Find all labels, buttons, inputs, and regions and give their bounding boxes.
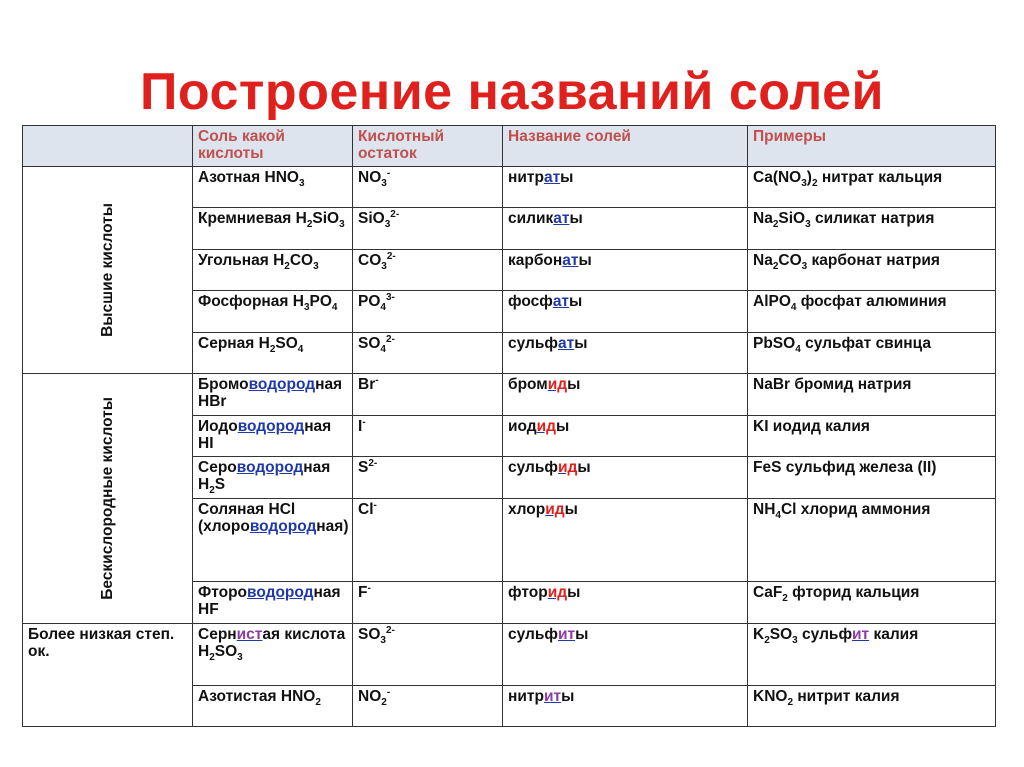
group-higher-acids: Высшие кислоты [23, 167, 193, 374]
salt-name-cell: нитраты [503, 167, 748, 208]
page-title: Построение названий солей [140, 63, 884, 121]
salt-name-cell: сульфаты [503, 333, 748, 374]
salts-table [22, 125, 996, 727]
acid-cell: Угольная $H_2CO_3$ [193, 250, 353, 291]
header-examples: Примеры [748, 126, 996, 167]
salt-name-cell: силикаты [503, 208, 748, 250]
residue-cell: $SO_4^{2-}$ [353, 333, 503, 374]
header-row [23, 126, 996, 167]
example-cell: CaF$_2$ фторид кальция [748, 582, 996, 624]
acid-cell: Азотная $HNO_3$ [193, 167, 353, 208]
salt-name-cell: карбонаты [503, 250, 748, 291]
residue-cell: $NO_3^-$ [353, 167, 503, 208]
acid-cell: Фосфорная $H_3PO_4$ [193, 291, 353, 333]
example-cell: $Na_2CO_3$ карбонат натрия [748, 250, 996, 291]
residue-cell: $S^{2-}$ [353, 457, 503, 499]
example-cell: PbSO$_4$ сульфат свинца [748, 333, 996, 374]
salt-name-cell: хлориды [503, 499, 748, 582]
acid-cell: Фтороводородная HF [193, 582, 353, 624]
acid-cell: Иодоводородная HI [193, 416, 353, 457]
residue-cell: $PO_4^{3-}$ [353, 291, 503, 333]
acid-cell: Кремниевая $H_2SiO_3$ [193, 208, 353, 250]
table-row [23, 374, 996, 416]
example-cell: $KNO_2$ нитрит калия [748, 686, 996, 727]
salt-name-cell: нитриты [503, 686, 748, 727]
table-row [23, 167, 996, 208]
header-acid: Соль какой кислоты [193, 126, 353, 167]
acid-cell: Соляная HCl (хлороводородная) [193, 499, 353, 582]
example-cell: AlPO$_4$ фосфат алюминия [748, 291, 996, 333]
example-cell: $NH_4Cl$ хлорид аммония [748, 499, 996, 582]
header-salt-name: Название солей [503, 126, 748, 167]
residue-cell: Cl- [353, 499, 503, 582]
acid-cell: Сернистая кислота $H_2SO_3$ [193, 624, 353, 686]
example-cell: $Ca(NO_3)_2$ нитрат кальция [748, 167, 996, 208]
residue-cell: Br- [353, 374, 503, 416]
salt-name-cell: фториды [503, 582, 748, 624]
group-oxygenless-acids: Бескислородные кислоты [23, 374, 193, 624]
acid-cell: Сероводородная $H_2S$ [193, 457, 353, 499]
acid-cell: Азотистая $HNO_2$ [193, 686, 353, 727]
example-cell: FeS сульфид железа (II) [748, 457, 996, 499]
corner-header-cell [23, 126, 193, 167]
example-cell: $Na_2SiO_3$ силикат натрия [748, 208, 996, 250]
table-row [23, 624, 996, 686]
salt-name-cell: иодиды [503, 416, 748, 457]
residue-cell: $NO_2^-$ [353, 686, 503, 727]
salt-name-cell: фосфаты [503, 291, 748, 333]
header-residue: Кислотный остаток [353, 126, 503, 167]
residue-cell: SiO$_3^{2-}$ [353, 208, 503, 250]
residue-cell: F- [353, 582, 503, 624]
salt-name-cell: сульфиты [503, 624, 748, 686]
example-cell: NaBr бромид натрия [748, 374, 996, 416]
salt-name-cell: бромиды [503, 374, 748, 416]
residue-cell: $CO_3^{2-}$ [353, 250, 503, 291]
residue-cell: I- [353, 416, 503, 457]
salt-name-cell: сульфиды [503, 457, 748, 499]
group-lower-oxidation: Более низкая степ. ок. [23, 624, 193, 727]
residue-cell: $SO_3^{2-}$ [353, 624, 503, 686]
example-cell: KI иодид калия [748, 416, 996, 457]
example-cell: $K_2SO_3$ сульфит калия [748, 624, 996, 686]
acid-cell: Бромоводородная HBr [193, 374, 353, 416]
acid-cell: Серная $H_2SO_4$ [193, 333, 353, 374]
